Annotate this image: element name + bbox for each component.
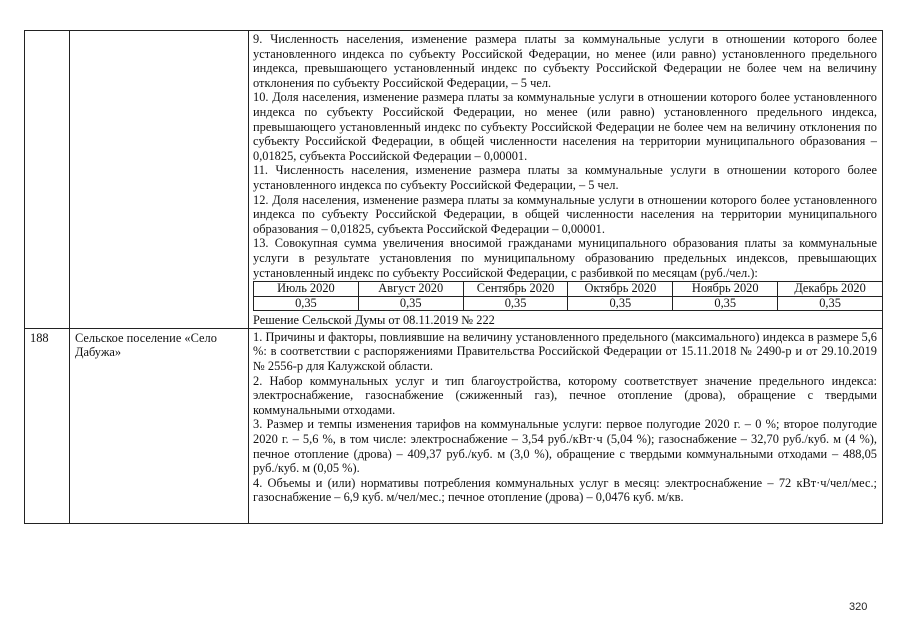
decision-reference: Решение Сельской Думы от 08.11.2019 № 222 [253,313,495,328]
row-content-cell [249,31,883,329]
paragraph-3: 3. Размер и темпы изменения тарифов на коммунальные услуги: первое полугодие 2020 г. – 0 %; второе полугодие 2020 г. – 5,6 %, в том числе: электроснабжение – 3,54 руб./кВт·ч (5,04 %); газоснабжение – 32,70 руб./куб. м (4 %), печное отопление (дрова) – 409,37 руб./куб. м (3,0 %), обращение с твердыми коммунальными отходами – 488,05 руб./куб. м (0,05 %). [253,417,877,476]
table-row [25,328,883,523]
table-row [25,31,883,329]
month-value: 0,35 [254,296,359,311]
month-header: Июль 2020 [254,282,359,297]
paragraph-11: 11. Численность населения, изменение размера платы за коммунальные услуги в отношении которого более установленного индекса по субъекту Российской Федерации, – 5 чел. [253,163,877,192]
paragraph-1: 1. Причины и факторы, повлиявшие на величину установленного предельного (максимального) индекса в размере 5,6 %: в соответствии с распоряжениями Правительства Российской Федерации от 15.11.2018 № 2490-р и от 29.10.2019 № 2556-р для Калужской области. [253,329,877,374]
month-value: 0,35 [568,296,673,311]
month-header: Сентябрь 2020 [463,282,568,297]
month-value: 0,35 [673,296,778,311]
row-number-cell [25,31,70,329]
month-header: Октябрь 2020 [568,282,673,297]
months-header-row [254,282,883,297]
municipality-name-cell: Сельское поселение «Село Дабужа» [70,328,249,523]
paragraph-9: 9. Численность населения, изменение размера платы за коммунальные услуги в отношении которого более установленного индекса по субъекту Российской Федерации, но менее (или равно) установленного предельного индекса, превышающего установленный индекс по субъекту Российской Федерации не более чем на величину отклонения по субъекту Российской Федерации, – 5 чел. [253,32,877,90]
row-content-cell [249,328,883,523]
month-header: Август 2020 [358,282,463,297]
paragraph-12: 12. Доля населения, изменение размера платы за коммунальные услуги в отношении которого более установленного индекса по субъекту Российской Федерации, в общей численности населения на территории муниципального образования – 0,01825, субъекта Российской Федерации – 0,00001. [253,192,877,236]
page-number: 320 [849,601,868,613]
paragraph-13: 13. Совокупная сумма увеличения вносимой гражданами муниципального образования платы за коммунальные услуги в результате установления по муниципальному образованию предельных индексов, превышающих установленный индекс по субъекту Российской Федерации, с разбивкой по месяцам (руб./чел.): [253,236,877,280]
month-header: Ноябрь 2020 [673,282,778,297]
month-value: 0,35 [463,296,568,311]
paragraph-10: 10. Доля населения, изменение размера платы за коммунальные услуги в отношении которого более установленного индекса по субъекту Российской Федерации, но менее (или равно) установленного предельного индекса, превышающего установленный индекс по субъекту Российской Федерации не более чем на величину отклонения по субъекту Российской Федерации, в общей численности населения на территории муниципального образования – 0,01825, субъекта Российской Федерации – 0,00001. [253,90,877,163]
month-header: Декабрь 2020 [778,282,883,297]
document-table [24,30,883,524]
monthly-amounts-table [253,281,883,311]
paragraph-2: 2. Набор коммунальных услуг и тип благоустройства, которому соответствует значение предельного индекса: электроснабжение, газоснабжение (сжиженный газ), печное отопление (дрова), обращение с твердыми коммунальными отходами. [253,373,877,417]
municipality-name-cell [70,31,249,329]
months-value-row [254,296,883,311]
month-value: 0,35 [778,296,883,311]
month-value: 0,35 [358,296,463,311]
paragraph-4: 4. Объемы и (или) нормативы потребления коммунальных услуг в месяц: электроснабжение – 72 кВт·ч/чел/мес.; газоснабжение – 6,9 куб. м/чел/мес.; печное отопление (дрова) – 0,0476 куб. м/кв. [253,475,877,505]
content-clip [253,330,877,523]
row-number-cell: 188 [25,328,70,523]
